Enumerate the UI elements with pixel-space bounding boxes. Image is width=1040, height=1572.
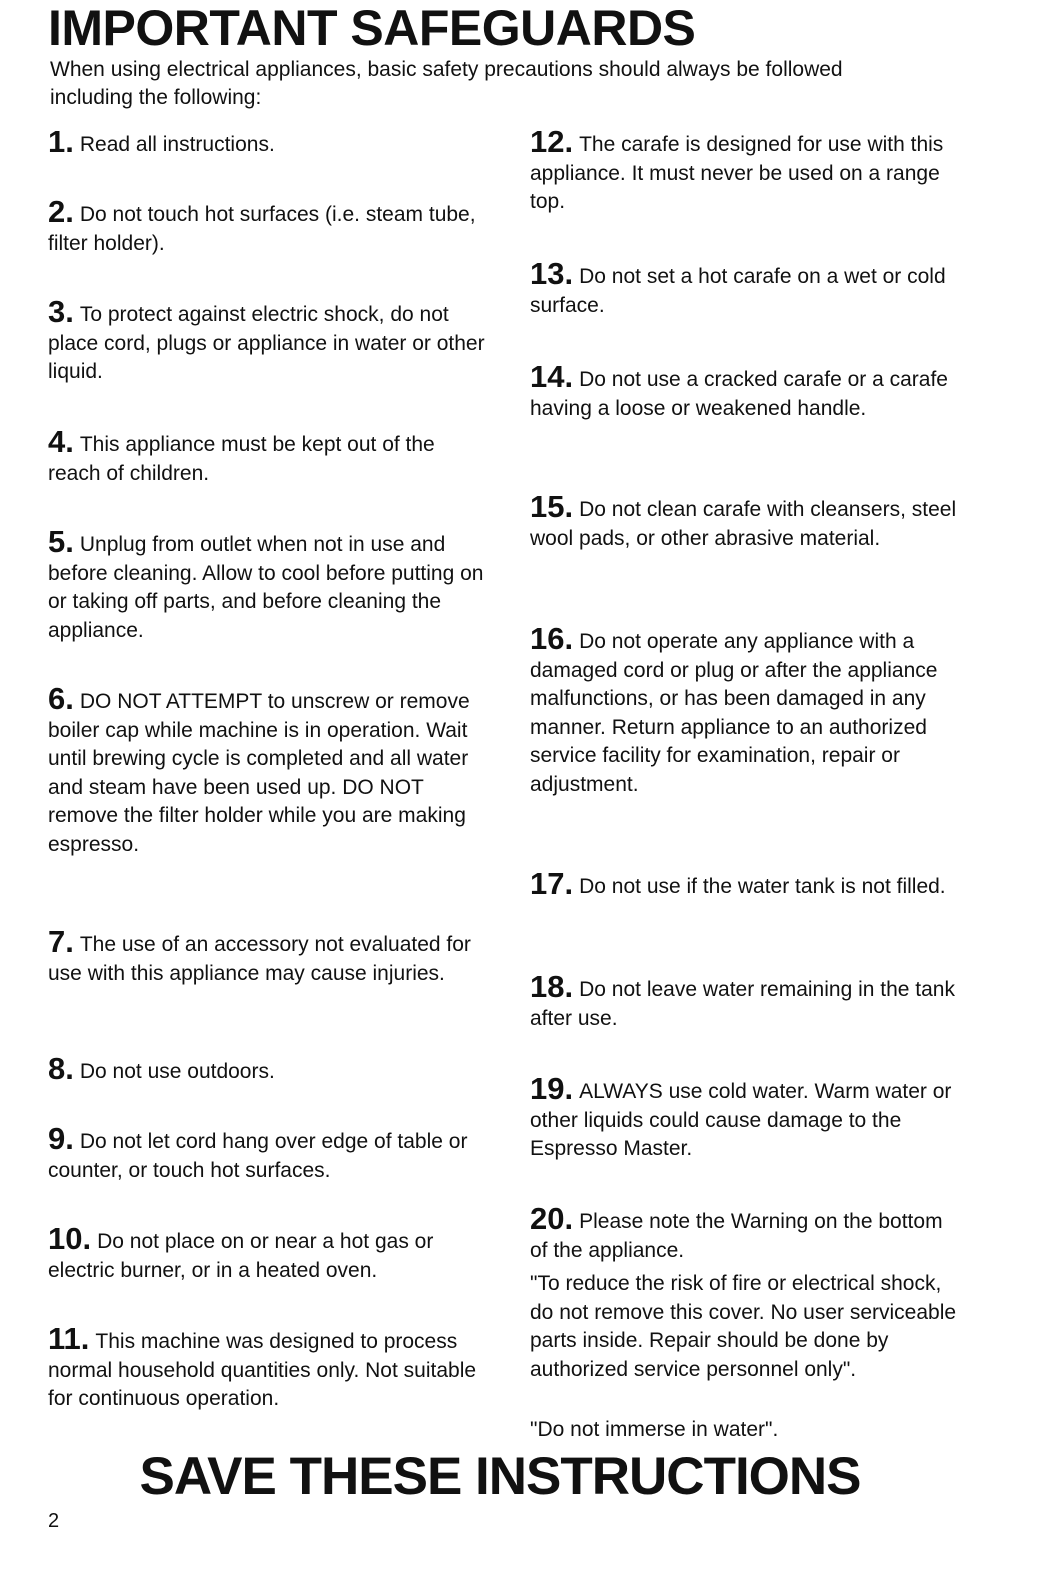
item-number: 2.	[48, 194, 74, 229]
warning-note: "Do not immerse in water".	[530, 1418, 779, 1441]
item-text: Do not use if the water tank is not filled.	[579, 875, 946, 898]
item-text: Do not use outdoors.	[79, 1060, 275, 1083]
safeguard-item	[48, 681, 488, 859]
safeguard-item	[48, 1221, 488, 1285]
safeguard-item	[48, 1321, 488, 1414]
item-number: 12.	[530, 124, 574, 159]
item-text: The use of an accessory not evaluated for use with this appliance may cause injuries.	[48, 933, 471, 985]
safeguard-item	[48, 124, 488, 160]
item-text: DO NOT ATTEMPT to unscrew or remove boiler cap while machine is in operation. Wait until brewing cycle is completed and all water and steam have been used up. DO NOT remove the filter holder while you are making espresso.	[48, 690, 470, 856]
safeguard-item	[530, 124, 960, 217]
item-text: Do not leave water remaining in the tank after use.	[530, 978, 955, 1030]
safeguard-item	[48, 924, 488, 988]
item-number: 10.	[48, 1221, 92, 1256]
item-number: 13.	[530, 256, 574, 291]
safeguard-item	[48, 294, 488, 387]
item-text: Do not clean carafe with cleansers, steel wool pads, or other abrasive material.	[530, 498, 957, 550]
safeguard-item	[530, 489, 960, 553]
safeguard-item	[530, 359, 960, 423]
warning-note: "To reduce the risk of fire or electrical shock, do not remove this cover. No user serviceable parts inside. Repair should be done by authorized service personnel only".	[530, 1272, 957, 1381]
item-text: Do not operate any appliance with a damaged cord or plug or after the appliance malfunctions, or has been damaged in any manner. Return appliance to an authorized service facility for examination, repair or adjustment.	[530, 630, 938, 796]
item-number: 11.	[48, 1321, 90, 1356]
item-text: Read all instructions.	[79, 133, 275, 156]
item-text: Do not place on or near a hot gas or electric burner, or in a heated oven.	[48, 1230, 434, 1282]
item-text: This appliance must be kept out of the reach of children.	[48, 433, 435, 485]
page-number: 2	[48, 1510, 60, 1532]
safeguard-item	[48, 424, 488, 488]
item-number: 6.	[48, 681, 74, 716]
item-number: 3.	[48, 294, 74, 329]
safeguard-item	[530, 1071, 960, 1164]
item-text: Unplug from outlet when not in use and before cleaning. Allow to cool before putting on or taking off parts, and before cleaning the appliance.	[48, 533, 484, 642]
page-title: IMPORTANT SAFEGUARDS	[48, 0, 696, 56]
item-number: 15.	[530, 489, 574, 524]
item-number: 14.	[530, 359, 574, 394]
safeguard-item	[530, 256, 960, 320]
safeguard-item	[48, 1121, 488, 1185]
item-number: 5.	[48, 524, 74, 559]
safeguard-item	[48, 524, 488, 645]
item-text: Do not let cord hang over edge of table or counter, or touch hot surfaces.	[48, 1130, 468, 1182]
safeguard-item	[48, 1051, 488, 1087]
safeguard-item	[530, 1201, 960, 1265]
item-text: Do not use a cracked carafe or a carafe having a loose or weakened handle.	[530, 368, 948, 420]
safeguard-item	[530, 969, 960, 1033]
item-number: 16.	[530, 621, 574, 656]
save-instructions-heading: SAVE THESE INSTRUCTIONS	[139, 1447, 861, 1506]
item-text: The carafe is designed for use with this appliance. It must never be used on a range top.	[530, 133, 944, 213]
item-text: ALWAYS use cold water. Warm water or other liquids could cause damage to the Espresso Master.	[530, 1080, 952, 1160]
item-number: 7.	[48, 924, 74, 959]
item-text: To protect against electric shock, do not place cord, plugs or appliance in water or other liquid.	[48, 303, 485, 383]
item-text: This machine was designed to process normal household quantities only. Not suitable for continuous operation.	[48, 1330, 477, 1410]
item-number: 17.	[530, 866, 574, 901]
item-number: 19.	[530, 1071, 574, 1106]
safeguard-item	[530, 621, 960, 799]
item-number: 9.	[48, 1121, 74, 1156]
item-number: 18.	[530, 969, 574, 1004]
item-text: Do not touch hot surfaces (i.e. steam tube, filter holder).	[48, 203, 476, 255]
item-text: Do not set a hot carafe on a wet or cold surface.	[530, 265, 946, 317]
intro-text: When using electrical appliances, basic safety precautions should always be followed including the following:	[50, 58, 843, 109]
item-number: 20.	[530, 1201, 574, 1236]
safeguard-item	[530, 866, 960, 902]
item-text: Please note the Warning on the bottom of the appliance.	[530, 1210, 943, 1262]
item-number: 1.	[48, 124, 74, 159]
item-number: 4.	[48, 424, 74, 459]
safeguard-item	[48, 194, 488, 258]
item-number: 8.	[48, 1051, 74, 1086]
